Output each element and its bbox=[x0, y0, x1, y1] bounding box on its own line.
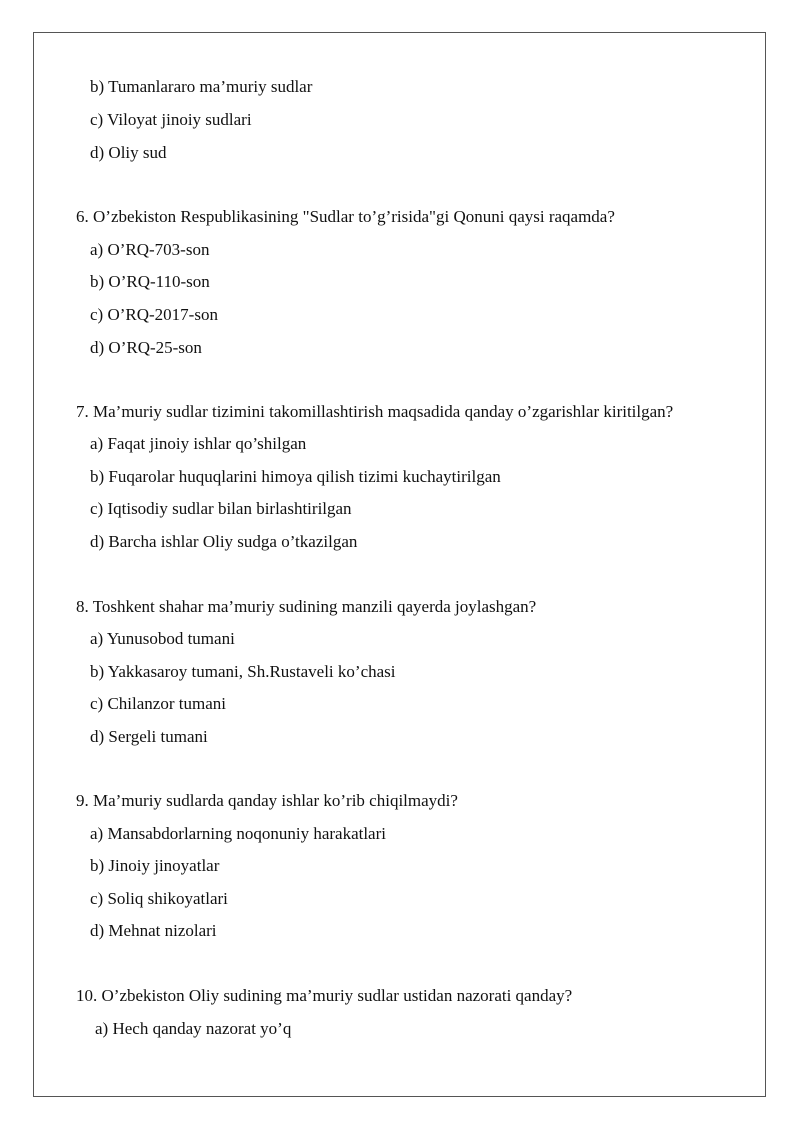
question-10: 10. O’zbekiston Oliy sudining ma’muriy sudlar ustidan nazorati qanday? bbox=[76, 986, 573, 1005]
answer-option: b) Tumanlararo ma’muriy sudlar bbox=[90, 77, 313, 96]
answer-option: b) Jinoiy jinoyatlar bbox=[90, 856, 220, 875]
answer-option: b) O’RQ-110-son bbox=[90, 272, 210, 291]
question-7: 7. Ma’muriy sudlar tizimini takomillashtirish maqsadida qanday o’zgarishlar kiritilgan? bbox=[76, 402, 674, 421]
answer-option: c) O’RQ-2017-son bbox=[90, 305, 218, 324]
answer-option: a) Yunusobod tumani bbox=[90, 629, 235, 648]
answer-option: c) Soliq shikoyatlari bbox=[90, 889, 228, 908]
answer-option: c) Iqtisodiy sudlar bilan birlashtirilgan bbox=[90, 499, 352, 518]
question-9: 9. Ma’muriy sudlarda qanday ishlar ko’rib chiqilmaydi? bbox=[76, 791, 458, 810]
question-8: 8. Toshkent shahar ma’muriy sudining manzili qayerda joylashgan? bbox=[76, 597, 537, 616]
answer-option: d) Mehnat nizolari bbox=[90, 921, 217, 940]
answer-option: c) Viloyat jinoiy sudlari bbox=[90, 110, 252, 129]
question-6: 6. O’zbekiston Respublikasining "Sudlar to’g’risida"gi Qonuni qaysi raqamda? bbox=[76, 207, 615, 226]
answer-option: b) Fuqarolar huquqlarini himoya qilish tizimi kuchaytirilgan bbox=[90, 467, 501, 486]
answer-option: d) O’RQ-25-son bbox=[90, 338, 202, 357]
answer-option: c) Chilanzor tumani bbox=[90, 694, 226, 713]
answer-option: a) Faqat jinoiy ishlar qo’shilgan bbox=[90, 434, 307, 453]
answer-option: d) Sergeli tumani bbox=[90, 727, 208, 746]
answer-option: d) Oliy sud bbox=[90, 143, 167, 162]
answer-option: b) Yakkasaroy tumani, Sh.Rustaveli ko’chasi bbox=[90, 662, 396, 681]
answer-option: a) Mansabdorlarning noqonuniy harakatlari bbox=[90, 824, 386, 843]
answer-option: a) Hech qanday nazorat yo’q bbox=[95, 1019, 292, 1038]
answer-option: a) O’RQ-703-son bbox=[90, 240, 210, 259]
answer-option: d) Barcha ishlar Oliy sudga o’tkazilgan bbox=[90, 532, 358, 551]
